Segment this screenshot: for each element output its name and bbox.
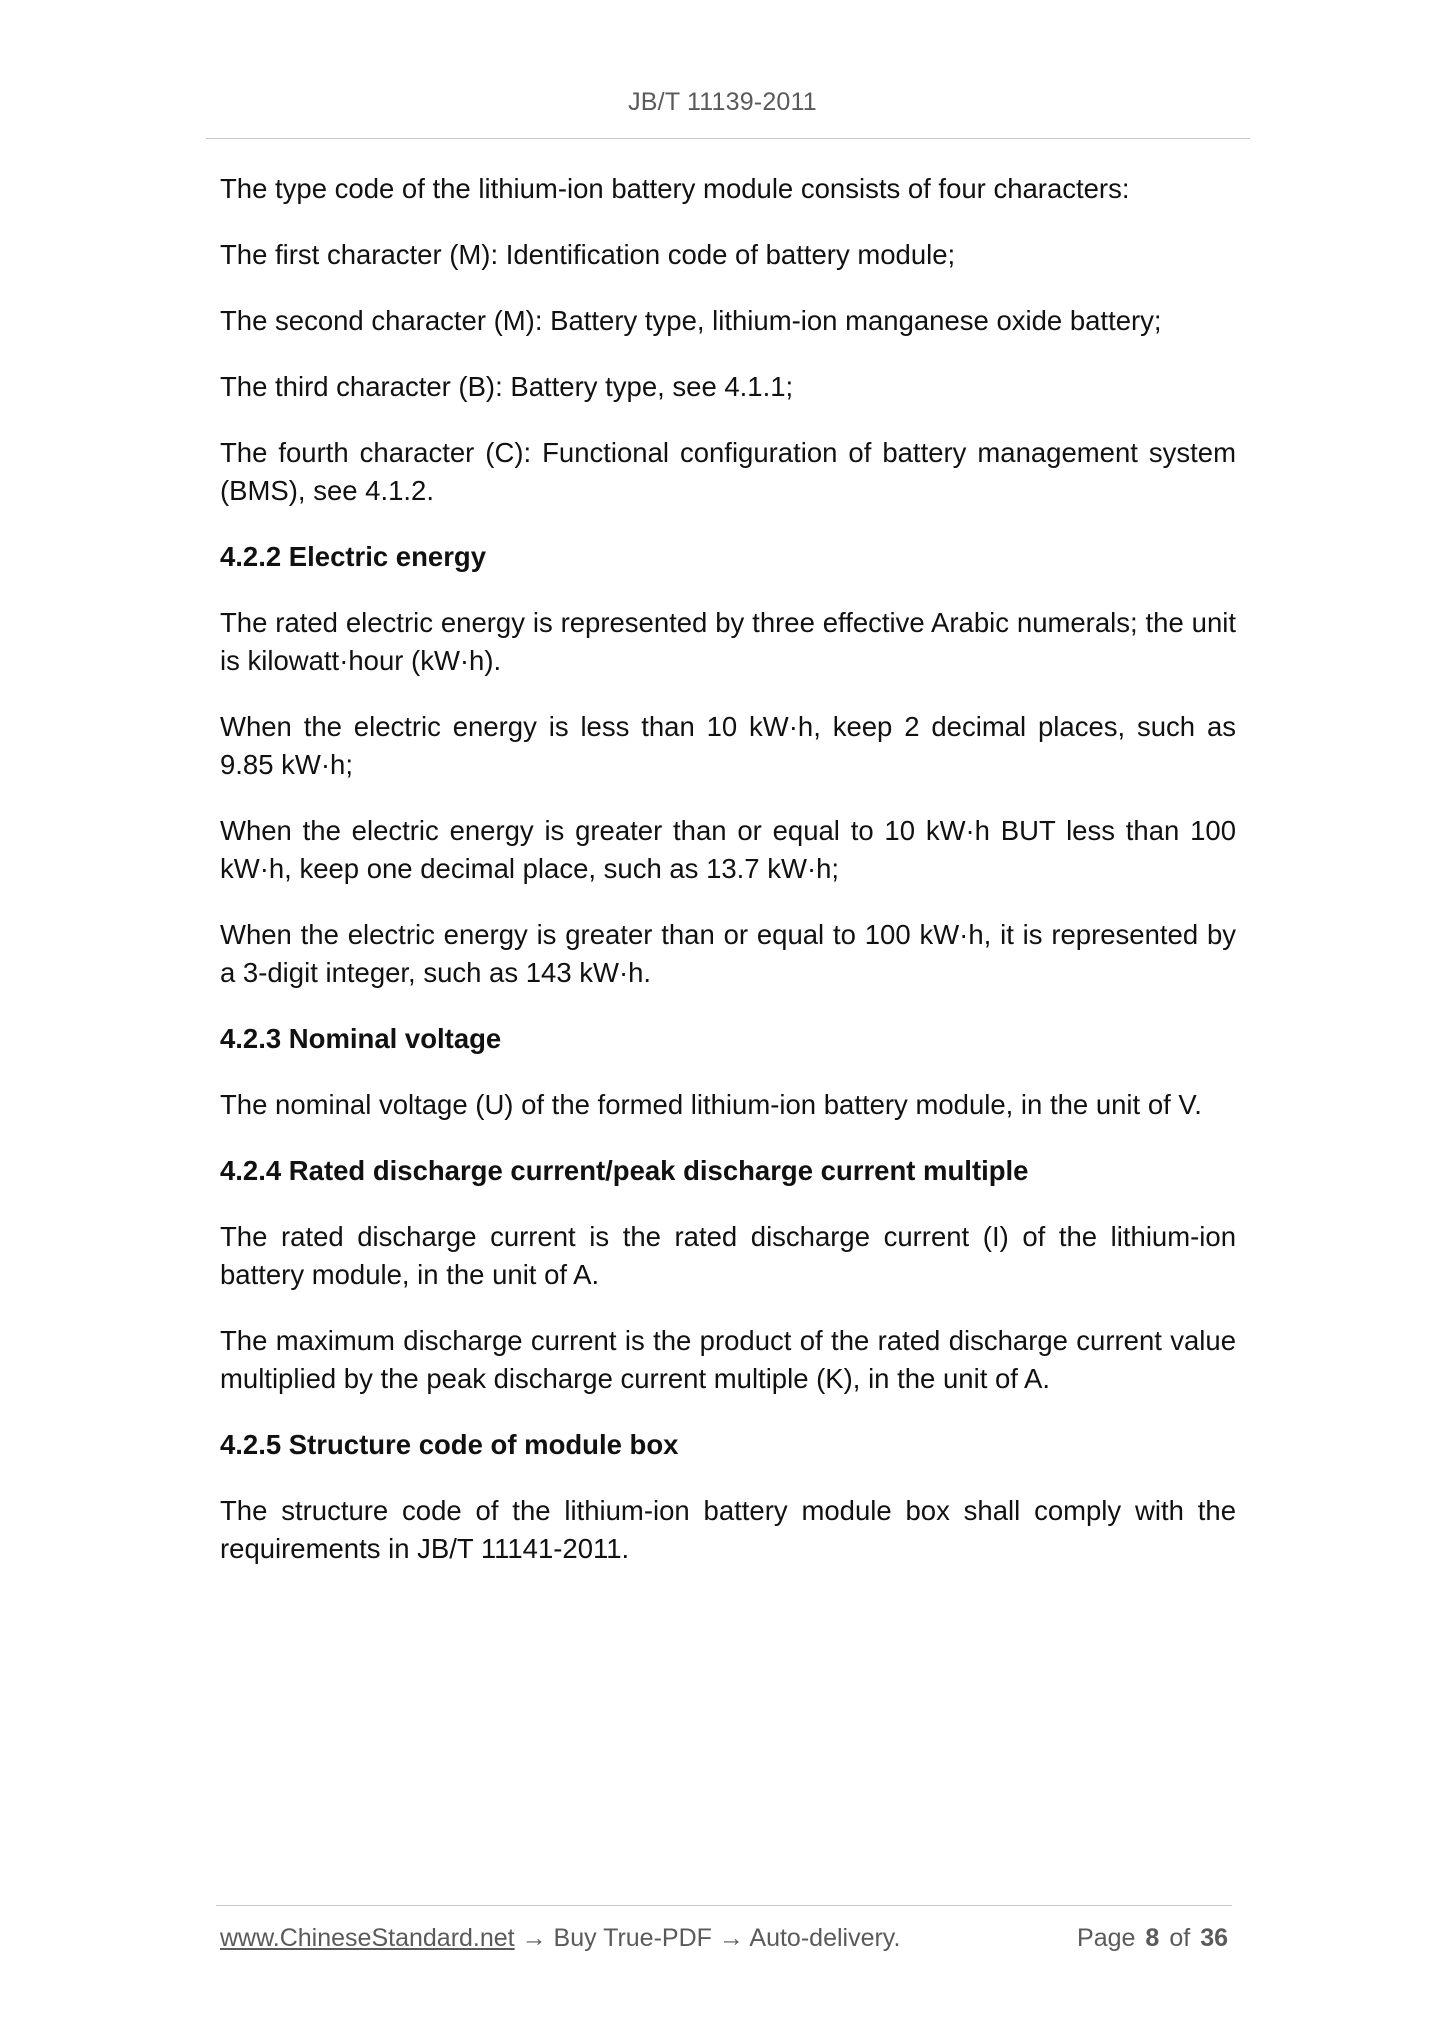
paragraph-type-code: The type code of the lithium-ion battery module consists of four characters: bbox=[220, 173, 1130, 204]
of-word: of bbox=[1169, 1924, 1191, 1952]
site-link[interactable]: www.ChineseStandard.net bbox=[220, 1924, 515, 1952]
section-heading-structure-code: 4.2.5 Structure code of module box bbox=[220, 1429, 679, 1460]
document-body bbox=[220, 170, 1236, 1596]
paragraph-second-character: The second character (M): Battery type, lithium-ion manganese oxide battery; bbox=[220, 305, 1162, 336]
paragraph-energy-over-100: When the electric energy is greater than or equal to 100 kW·h, it is represented by a 3-digit integer, such as 143 kW·h. bbox=[220, 919, 1236, 988]
header-divider bbox=[206, 138, 1250, 139]
paragraph-fourth-character: The fourth character (C): Functional configuration of battery management system (BMS), see 4.1.2. bbox=[220, 437, 1236, 506]
page-footer bbox=[220, 1924, 1228, 1960]
page-total: 36 bbox=[1200, 1924, 1228, 1952]
paragraph-third-character: The third character (B): Battery type, see 4.1.1; bbox=[220, 371, 794, 402]
paragraph-first-character: The first character (M): Identification code of battery module; bbox=[220, 239, 956, 270]
section-heading-nominal-voltage: 4.2.3 Nominal voltage bbox=[220, 1023, 502, 1054]
paragraph-nominal-voltage: The nominal voltage (U) of the formed lithium-ion battery module, in the unit of V. bbox=[220, 1089, 1202, 1120]
page-header-title: JB/T 11139-2011 bbox=[628, 88, 817, 116]
paragraph-rated-discharge-current: The rated discharge current is the rated discharge current (I) of the lithium-ion battery module, in the unit of A. bbox=[220, 1221, 1236, 1290]
paragraph-structure-code: The structure code of the lithium-ion battery module box shall comply with the requirements in JB/T 11141-2011. bbox=[220, 1495, 1236, 1564]
footer-promo bbox=[220, 1924, 900, 1953]
paragraph-rated-energy: The rated electric energy is represented by three effective Arabic numerals; the unit is kilowatt·hour (kW·h). bbox=[220, 607, 1236, 676]
footer-divider bbox=[216, 1905, 1232, 1906]
paragraph-energy-less-than-10: When the electric energy is less than 10 kW·h, keep 2 decimal places, such as 9.85 kW·h; bbox=[220, 711, 1236, 780]
paragraph-maximum-discharge-current: The maximum discharge current is the product of the rated discharge current value multiplied by the peak discharge current multiple (K), in the unit of A. bbox=[220, 1325, 1236, 1394]
section-heading-electric-energy: 4.2.2 Electric energy bbox=[220, 541, 486, 572]
paragraph-energy-10-to-100: When the electric energy is greater than or equal to 10 kW·h BUT less than 100 kW·h, keep one decimal place, such as 13.7 kW·h; bbox=[220, 815, 1236, 884]
section-heading-discharge-current: 4.2.4 Rated discharge current/peak discharge current multiple bbox=[220, 1155, 1029, 1186]
page-word: Page bbox=[1077, 1924, 1136, 1952]
page-counter bbox=[1077, 1924, 1228, 1953]
footer-tagline: → Buy True-PDF → Auto-delivery. bbox=[521, 1924, 901, 1952]
page-current: 8 bbox=[1145, 1924, 1160, 1952]
